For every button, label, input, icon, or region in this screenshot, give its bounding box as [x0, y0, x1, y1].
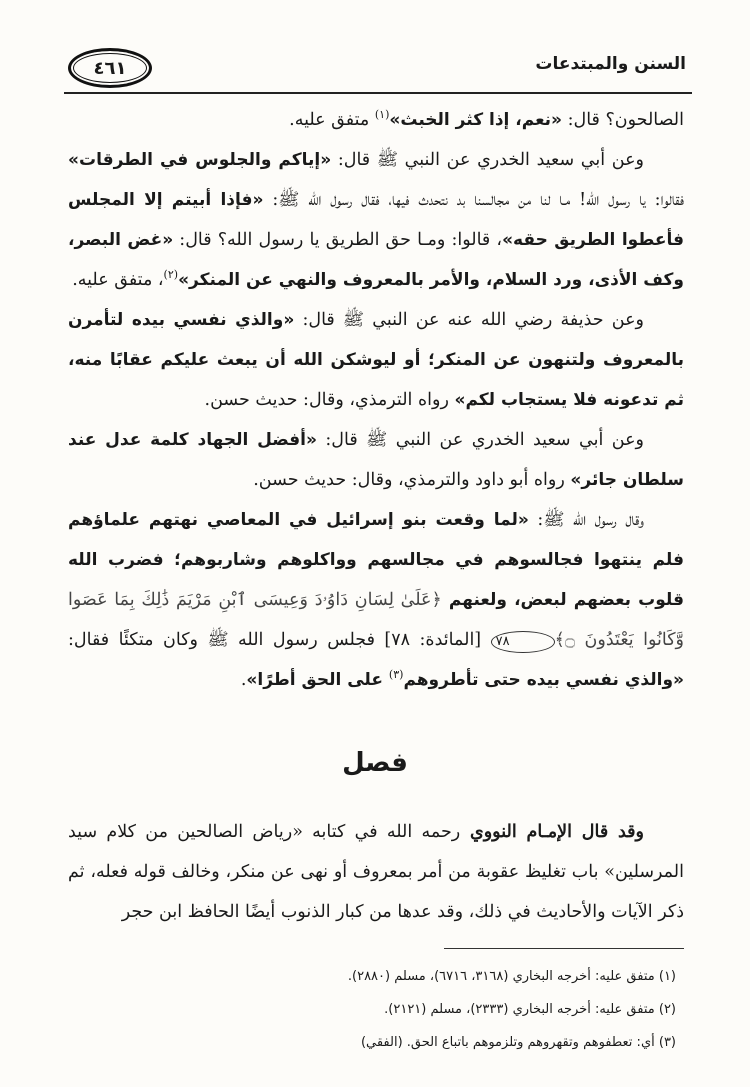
hadith-text: على الحق أطرًا» — [246, 670, 389, 690]
footnote-1: (١) متفق عليه: أخرجه البخاري (٣١٦٨، ٦٧١٦)، مسلم (٢٨٨٠). — [347, 969, 676, 984]
section-heading: فصل — [342, 748, 408, 778]
page-header — [64, 40, 692, 94]
footnote-ref[interactable]: (٢) — [163, 268, 179, 282]
footnote-divider — [444, 948, 684, 949]
running-title: السنن والمبتدعات — [535, 54, 686, 74]
hadith-text: «والذي نفسي بيده لتأمرن بالمعروف ولتنهون عن المنكر؛ أو ليوشكن الله أن يبعث عليكم عقابًا منه، ثم تدعونه فلا يستجاب لكم» — [68, 310, 684, 410]
footnote-3: (٣) أي: تعطفوهم وتقهروهم وتلزموهم باتباع الحق. (الفقي) — [360, 1035, 676, 1050]
hadith-text: «نعم، إذا كثر الخبث» — [389, 110, 563, 130]
quran-verse: ﴿عَلَىٰ لِسَانِ دَاوُۥدَ وَعِيسَى ٱبْنِ مَرْيَمَ ذَٰلِكَ بِمَا عَصَوا وَّكَانُوا يَعْتَدُونَ ۝﴾ — [68, 590, 684, 650]
hadith-text: «غض البصر، وكف الأذى، ورد السلام، والأمر بالمعروف والنهي عن المنكر» — [68, 230, 684, 290]
hadith-text: «لما وقعت بنو إسرائيل في المعاصي نهتهم علماؤهم فلم ينتهوا فجالسوهم في مجالسهم وواكلوهم وشاربوهم؛ فضرب الله قلوب بعضهم لبعض، ولعنهم — [68, 510, 684, 610]
main-text — [68, 100, 684, 700]
section-text — [68, 812, 684, 932]
footnote-ref[interactable]: (١) — [374, 108, 390, 122]
page-number-badge: ٤٦١ — [68, 48, 152, 88]
paragraph-4: وعن أبي سعيد الخدري عن النبي ﷺ قال: «أفضل الجهاد كلمة عدل عند سلطان جائر» رواه أبو داود والترمذي، وقال: حديث حسن. — [68, 430, 684, 490]
ayah-number-marker: ٧٨ — [491, 631, 555, 653]
hadith-text: «أفضل الجهاد كلمة عدل عند سلطان جائر» — [68, 430, 684, 490]
hadith-text: «فإذا أبيتم إلا المجلس فأعطوا الطريق حقه» — [68, 190, 684, 250]
paragraph-6: وقد قال الإمـام النووي رحمه الله في كتابه «رياض الصالحين من كلام سيد المرسلين» باب تغليظ عقوبة من أمر بمعروف أو نهى عن منكر، وخالف قوله فعله، ثم ذكر الآيات والأحاديث في ذلك، وقد عدها من كبار الذنوب أيضًا الحافظ ابن حجر — [68, 822, 684, 922]
honorific: رحمه الله — [386, 822, 461, 842]
footnote-ref[interactable]: (٣) — [388, 668, 404, 682]
paragraph-2: وعن أبي سعيد الخدري عن النبي ﷺ قال: «إياكم والجلوس في الطرقات» فقالوا: يا رسول الله! مـا لنا من مجالسنا بد نتحدث فيها، فقال رسول الله ﷺ: «فإذا أبيتم إلا المجلس فأعطوا الطريق حقه»، قالوا: ومـا حق الطريق يا رسول الله؟ قال: «غض البصر، وكف الأذى، ورد السلام، والأمر بالمعروف والنهي عن المنكر»$^{(٢)}$، متفق عليه. — [68, 150, 684, 290]
footnote-2: (٢) متفق عليه: أخرجه البخاري (٢٣٣٣)، مسلم (٢١٢١). — [384, 1002, 676, 1017]
hadith-text: «إياكم والجلوس في الطرقات» — [68, 150, 332, 170]
footnotes — [68, 960, 684, 1059]
paragraph-1: الصالحون؟ قال: «نعم، إذا كثر الخبث»$^{(١)}$ متفق عليه. — [289, 108, 684, 130]
paragraph-3: وعن حذيفة رضي الله عنه عن النبي ﷺ قال: «والذي نفسي بيده لتأمرن بالمعروف ولتنهون عن المنكر؛ أو ليوشكن الله أن يبعث عليكم عقابًا منه، ثم تدعونه فلا يستجاب لكم» رواه الترمذي، وقال: حديث حسن. — [68, 310, 684, 410]
paragraph-5: وقال رسول الله ﷺ: «لما وقعت بنو إسرائيل في المعاصي نهتهم علماؤهم فلم ينتهوا فجالسوهم في مجالسهم وواكلوهم وشاربوهم؛ فضرب الله قلوب بعضهم لبعض، ولعنهم ﴿عَلَىٰ لِسَانِ دَاوُۥدَ وَعِيسَى ٱبْنِ مَرْيَمَ ذَٰلِكَ بِمَا عَصَوا وَّكَانُوا يَعْتَدُونَ ۝﴾٧٨ [المائدة: ٧٨] فجلس رسول الله ﷺ وكان متكئًا فقال: «والذي نفسي بيده حتى تأطروهم$^{(٣)}$ على الحق أطرًا». — [68, 510, 684, 690]
hadith-text: «والذي نفسي بيده حتى تأطروهم — [403, 670, 684, 690]
